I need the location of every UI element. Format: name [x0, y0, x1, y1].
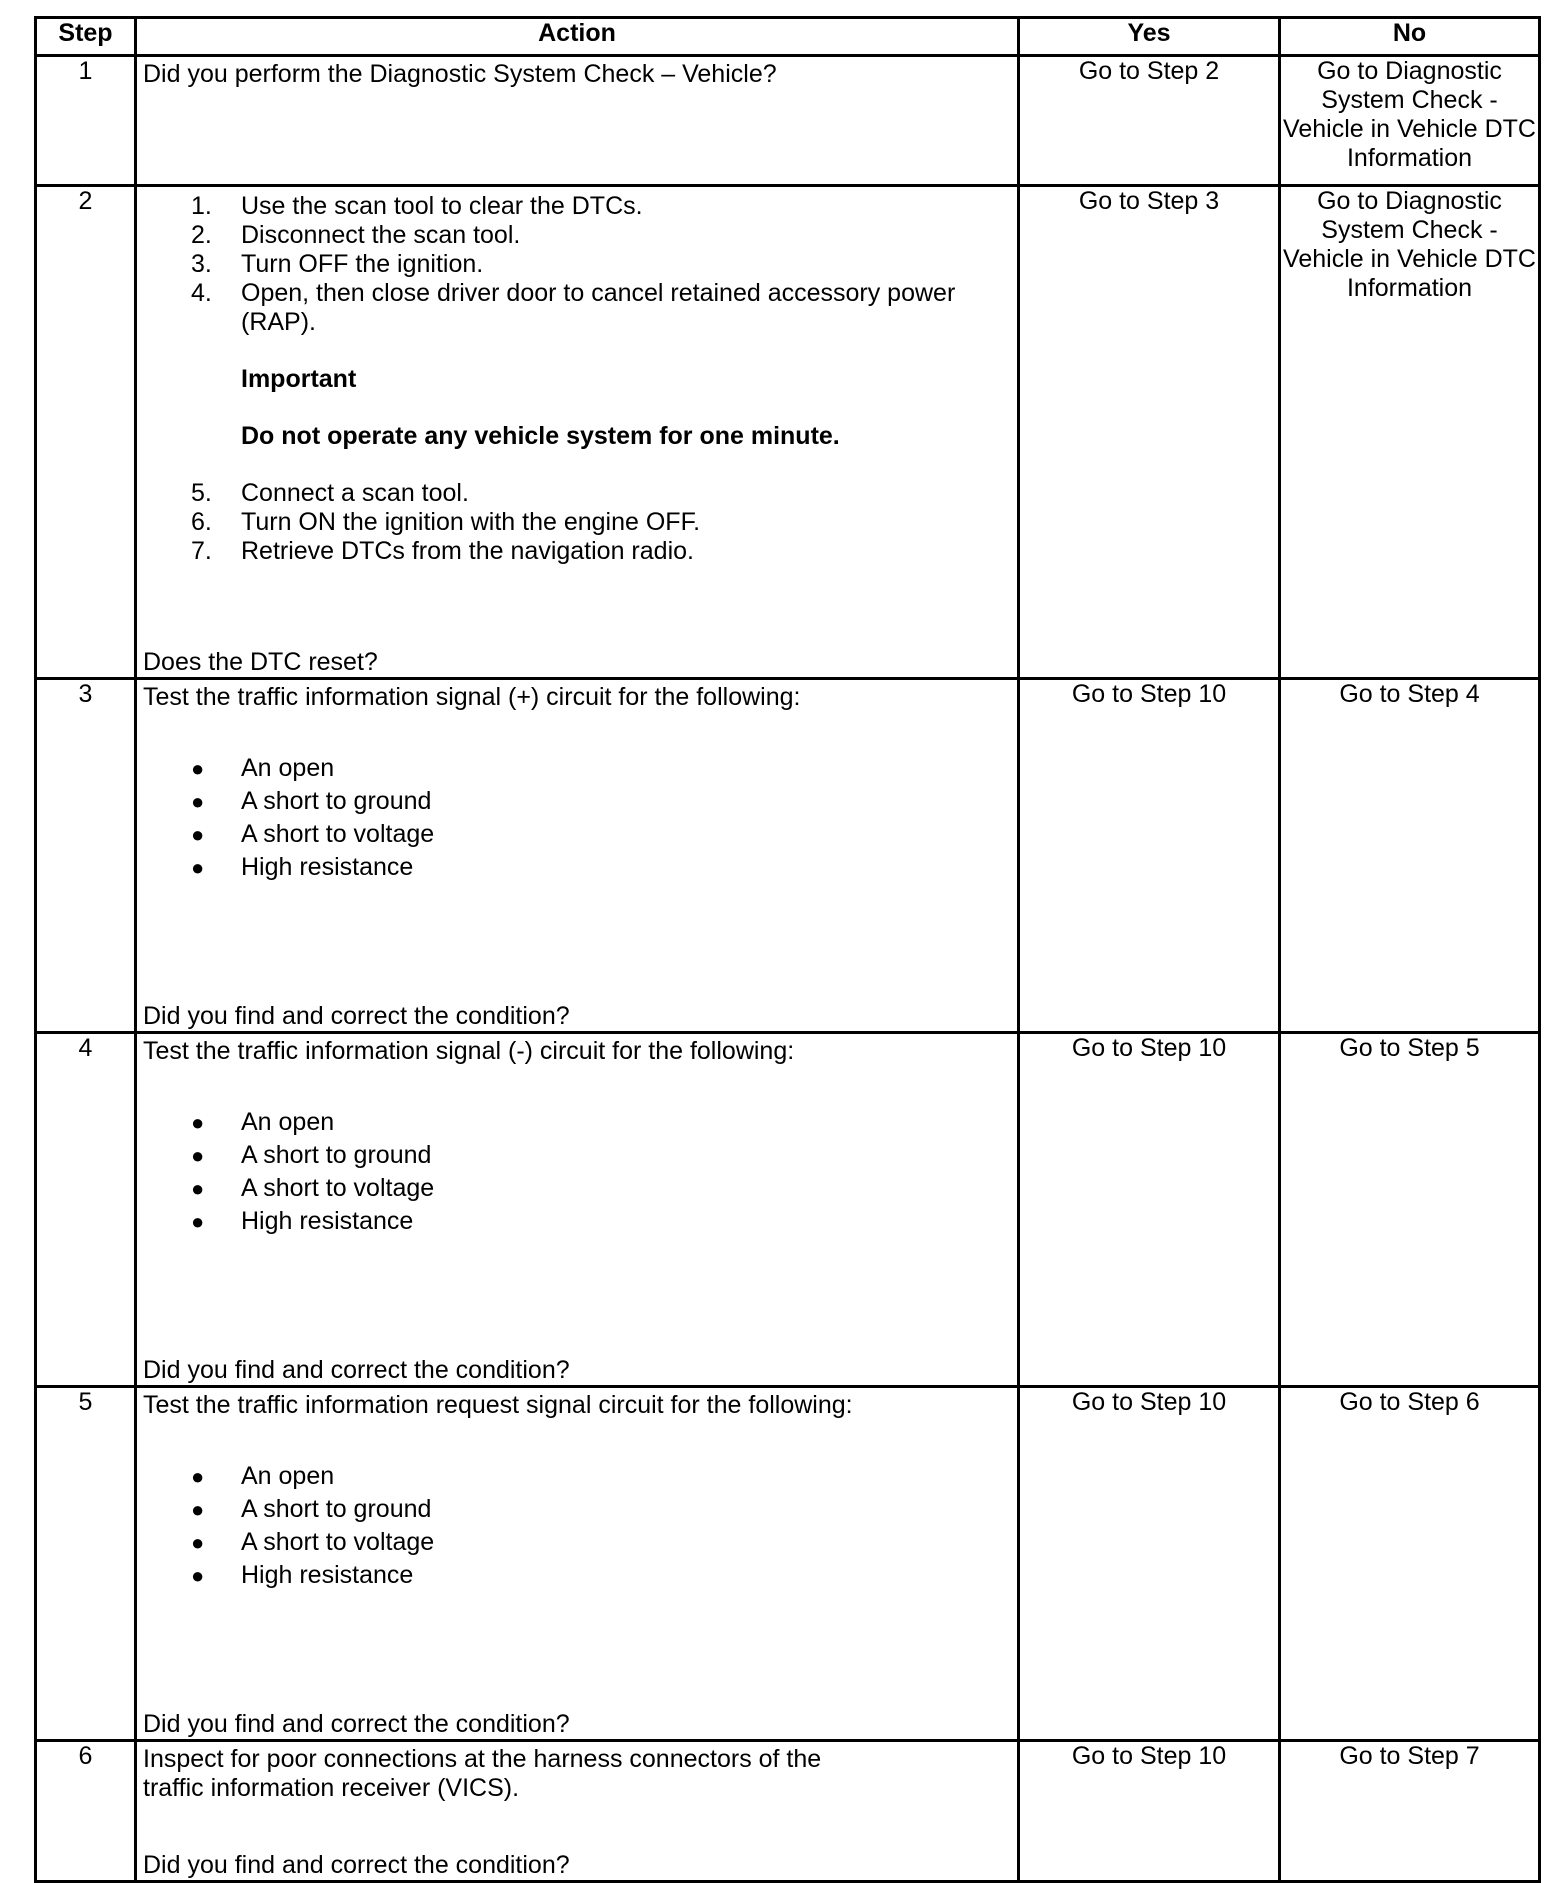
header-row: [36, 18, 1540, 56]
yes-cell: Go to Step 10: [1019, 679, 1280, 1033]
list-item: ● High resistance: [191, 1207, 414, 1235]
no-cell: Go to Step 5: [1280, 1033, 1540, 1387]
no-cell: Go to Step 4: [1280, 679, 1540, 1033]
table-row-step-2: [36, 186, 1540, 679]
list-item: ● An open: [191, 1108, 335, 1136]
intro-text: Inspect for poor connections at the harness connectors of the traffic information receiver (VICS).: [143, 1745, 822, 1802]
list-item: ● A short to ground: [191, 1141, 432, 1169]
important-text: Do not operate any vehicle system for one minute.: [241, 422, 840, 450]
step-number: 2: [36, 186, 136, 679]
list-item: ● High resistance: [191, 1561, 414, 1589]
action-cell: [136, 679, 1019, 1033]
step-number: 3: [36, 679, 136, 1033]
yes-cell: Go to Step 10: [1019, 1033, 1280, 1387]
list-item: ● A short to voltage: [191, 820, 435, 848]
question-text: Did you find and correct the condition?: [143, 1002, 570, 1030]
list-item: 3. Turn OFF the ignition.: [191, 250, 484, 278]
list-item: 2. Disconnect the scan tool.: [191, 221, 521, 249]
action-cell: [136, 1033, 1019, 1387]
no-cell: Go to Step 6: [1280, 1387, 1540, 1741]
table-row-step-1: [36, 56, 1540, 186]
yes-cell: Go to Step 3: [1019, 186, 1280, 679]
step-number: 1: [36, 56, 136, 186]
question-text: Did you find and correct the condition?: [143, 1851, 570, 1879]
action-text: Did you perform the Diagnostic System Check – Vehicle?: [143, 60, 777, 88]
header-no: No: [1280, 18, 1540, 56]
intro-text: Test the traffic information signal (-) circuit for the following:: [143, 1037, 795, 1065]
intro-text: Test the traffic information signal (+) circuit for the following:: [143, 683, 801, 711]
list-item: ● High resistance: [191, 853, 414, 881]
no-cell: Go to Diagnostic System Check - Vehicle in Vehicle DTC Information: [1280, 186, 1540, 679]
list-item: ● A short to ground: [191, 1495, 432, 1523]
step-number: 4: [36, 1033, 136, 1387]
list-item: 4. Open, then close driver door to cancel retained accessory power (RAP).: [191, 279, 956, 336]
table-row-step-5: [36, 1387, 1540, 1741]
header-action: Action: [136, 18, 1019, 56]
list-item: 1. Use the scan tool to clear the DTCs.: [191, 192, 643, 220]
list-item: ● A short to ground: [191, 787, 432, 815]
list-item: ● A short to voltage: [191, 1528, 435, 1556]
list-item: 5. Connect a scan tool.: [191, 479, 469, 507]
list-item: ● An open: [191, 1462, 335, 1490]
bullet-list: [143, 1106, 1011, 1238]
action-cell: [136, 1387, 1019, 1741]
yes-cell: Go to Step 10: [1019, 1387, 1280, 1741]
table-row-step-3: [36, 679, 1540, 1033]
list-item: ● An open: [191, 754, 335, 782]
header-yes: Yes: [1019, 18, 1280, 56]
list-item: 7. Retrieve DTCs from the navigation radio.: [191, 537, 694, 565]
list-item: ● A short to voltage: [191, 1174, 435, 1202]
intro-text: Test the traffic information request signal circuit for the following:: [143, 1391, 853, 1419]
substeps-list: [143, 190, 1011, 337]
header-step: Step: [36, 18, 136, 56]
action-cell: [136, 56, 1019, 186]
step-number: 6: [36, 1741, 136, 1882]
question-text: Did you find and correct the condition?: [143, 1710, 570, 1738]
table-row-step-4: [36, 1033, 1540, 1387]
bullet-list: [143, 752, 1011, 884]
diagnostic-table: [34, 16, 1541, 1883]
substeps-list: [143, 479, 1011, 566]
no-cell: Go to Diagnostic System Check - Vehicle in Vehicle DTC Information: [1280, 56, 1540, 186]
yes-cell: Go to Step 10: [1019, 1741, 1280, 1882]
action-cell: [136, 1741, 1019, 1882]
no-cell: Go to Step 7: [1280, 1741, 1540, 1882]
action-cell: [136, 186, 1019, 679]
step-number: 5: [36, 1387, 136, 1741]
list-item: 6. Turn ON the ignition with the engine OFF.: [191, 508, 701, 536]
yes-cell: Go to Step 2: [1019, 56, 1280, 186]
table-row-step-6: [36, 1741, 1540, 1882]
question-text: Does the DTC reset?: [143, 648, 378, 676]
question-text: Did you find and correct the condition?: [143, 1356, 570, 1384]
important-label: Important: [241, 365, 357, 393]
bullet-list: [143, 1460, 1011, 1592]
